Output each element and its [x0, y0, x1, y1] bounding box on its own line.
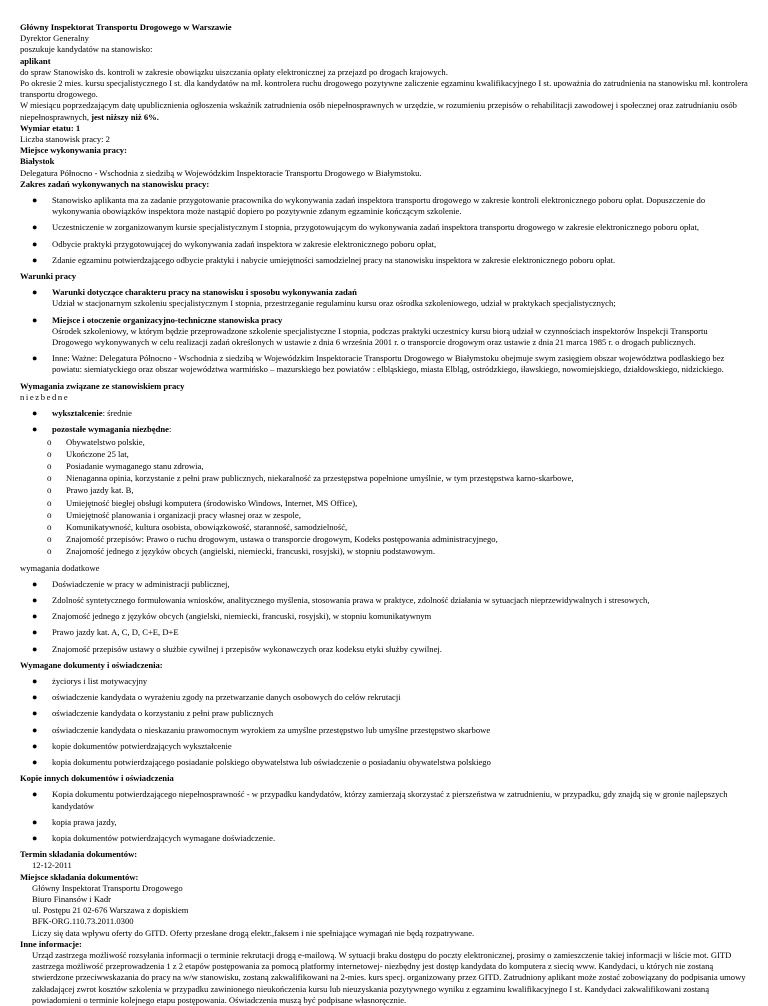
bullet-icon: ● [32, 789, 38, 800]
list-item [20, 437, 748, 448]
circle-bullet-icon: o [47, 509, 52, 520]
submission-line: Liczy się data wpływu oferty do GITD. Oferty przesłane drogą elektr.,faksem i nie spełniające wymagań nie będą rozpatrywane. [32, 927, 475, 938]
necessary-list [20, 408, 748, 557]
condition-title: Warunki dotyczące charakteru pracy na stanowisku i sposobu wykonywania zadań [52, 287, 357, 298]
requirement-text: Prawo jazdy kat. B, [66, 485, 134, 496]
list-item [20, 222, 748, 233]
list-item [20, 833, 748, 844]
bullet-icon: ● [32, 611, 38, 622]
tasks-heading: Zakres zadań wykonywanych na stanowisku pracy: [20, 178, 210, 189]
condition-text: Udział w stacjonarnym szkoleniu specjalistycznym I stopnia, przestrzeganie regulaminu kursu oraz ośrodka szkoleniowego, udział w praktykach specjalistycznych; [52, 298, 616, 309]
submission-line: BFK-ORG.110.73.2011.0300 [32, 916, 134, 927]
requirement-text: Prawo jazdy kat. A, C, D, C+E, D+E [52, 627, 179, 638]
bullet-icon: ● [32, 756, 38, 767]
list-item [20, 611, 748, 622]
list-item [20, 757, 748, 768]
conditions-heading: Warunki pracy [20, 271, 77, 282]
bullet-icon: ● [32, 594, 38, 605]
list-item [20, 534, 748, 545]
circle-bullet-icon: o [47, 534, 52, 545]
organization-name: Główny Inspektorat Transportu Drogowego w Warszawie [20, 22, 232, 32]
list-item [20, 741, 748, 752]
bullet-icon: ● [32, 627, 38, 638]
other-requirements-label: pozostałe wymagania niezbędne [52, 424, 169, 435]
list-item [20, 353, 748, 375]
condition-title: Miejsce i otoczenie organizacyjno-techniczne stanowiska pracy [52, 314, 283, 325]
other-documents-heading: Kopie innych dokumentów i oświadczenia [20, 773, 174, 784]
list-item [20, 522, 748, 533]
bullet-icon: ● [32, 287, 38, 298]
documents-heading: Wymagane dokumenty i oświadczenia: [20, 659, 163, 670]
document-text: oświadczenie kandydata o korzystaniu z pełni praw publicznych [52, 708, 274, 719]
submission-heading: Miejsce składania dokumentów: [20, 871, 139, 882]
additional-list [20, 579, 748, 655]
disability-text-bold: jest niższy niż 6%. [91, 111, 159, 122]
requirement-text: Posiadanie wymaganego stanu zdrowia, [66, 460, 204, 471]
condition-text: Inne: Ważne: Delegatura Północno - Wschodnia z siedzibą w Wojewódzkim Inspektoracie Transportu Drogowego w Białymstoku obejmuje swym zasięgiem obszar województwa podlaskiego bez powiatu: siemiatyckiego oraz obszar województwa warmińsko – mazurskiego bez powiatów : elbląskiego, miasta Elbląg, ostródzkiego, iławskiego, nowomiejskiego, działdowskiego, nidzickiego. [52, 353, 725, 375]
list-item [20, 498, 748, 509]
bullet-icon: ● [32, 424, 38, 435]
submission-address [20, 883, 748, 939]
requirement-text: Umiejętność biegłej obsługi komputera (środowisko Windows, Internet, MS Office), [66, 497, 358, 508]
task-text: Odbycie praktyki przygotowującej do wykonywania zadań inspektora w zakresie elektronicznego poboru opłat, [52, 238, 437, 249]
task-text: Stanowisko aplikanta ma za zadanie przygotowanie pracownika do wykonywania zadań inspektora transportu drogowego w zakresie kontroli elektronicznego poboru opłat. Dopuszczenie do wykonywania obowiązków inspektora może nastąpić dopiero po pozytywnie zdanym egzaminie kończącym szkolenie. [52, 195, 706, 217]
list-item [20, 473, 748, 484]
requirement-text: Ukończone 25 lat, [66, 448, 129, 459]
circle-bullet-icon: o [47, 485, 52, 496]
list-item [20, 408, 748, 419]
bullet-icon: ● [32, 832, 38, 843]
list-item [20, 255, 748, 266]
requirement-text: Znajomość jednego z języków obcych (angielski, niemiecki, francuski, rosyjski), w stopniu podstawowym. [66, 546, 435, 557]
condition-text: Ośrodek szkoleniowy, w którym będzie przeprowadzone szkolenie specjalistyczne I stopnia, podczas praktyki uczestnicy kursu biorą udział w czynnościach inspektorów Inspekcji Transportu Drogowego wykonywanych w celu realizacji zadań określonych w ustawie z dnia 6 września 2001 r. o transporcie drogowym oraz ustawie z dnia 21 marca 1985 r. o drogach publicznych. [52, 325, 708, 348]
other-documents-list [20, 789, 748, 844]
education-label: wykształcenie [52, 408, 103, 419]
city: Białystok [20, 156, 55, 167]
deadline-date: 12-12-2011 [32, 860, 72, 871]
other-requirements-colon: : [168, 424, 172, 435]
bullet-icon: ● [32, 254, 38, 265]
info-text: Urząd zastrzega możliwość rozsyłania informacji o terminie rekrutacji drogą e-mailową. W sytuacji braku dostępu do poczty elektronicznej, prosimy o zamieszczenie takiej informacji w liście mot. GITD zastrzega możliwość przeprowadzenia 1 z 2 etapów postępowania za pomocą platformy internetowej- niezbędny jest dostęp kandydata do komputera z sieciq www. Kandydaci, u których nie zostaną stwierdzone przeciwwskazania do pracy na w/w stanowisku, zostaną zakwalifikowani na 2-mies. kurs specj. organizowany przez GITD. Zatrudniony aplikant może zostać zobowiązany do podpisania umowy zakładającej zwrot kosztów szkolenia w przypadku zawinionego nieukończenia kursu lub nieuzyskania pozytywnego wyniku z egzaminu kwalifikacyjnego I st. Kandydaci zakwalifikowani zostaną powiadomieni o terminie kolejnego etapu postępowania. Oświadczenia muszą być podpisane własnoręcznie. [32, 950, 746, 1005]
circle-bullet-icon: o [47, 436, 52, 447]
bullet-icon: ● [32, 675, 38, 686]
workplace-heading: Miejsce wykonywania pracy: [20, 145, 127, 156]
disability-text [20, 100, 748, 122]
circle-bullet-icon: o [47, 521, 52, 532]
list-item [20, 461, 748, 472]
list-item [20, 627, 748, 638]
requirement-text: Obywatelstwo polskie, [66, 436, 145, 447]
additional-label: wymagania dodatkowe [20, 562, 100, 573]
list-item [20, 239, 748, 250]
info-heading: Inne informacje: [20, 938, 82, 949]
list-item [20, 644, 748, 655]
list-item [20, 676, 748, 687]
requirement-text: Umiejętność planowania i organizacji pracy własnej oraz w zespole, [66, 509, 301, 520]
document-text: kopia prawa jazdy, [52, 816, 117, 827]
submission-line: Główny Inspektorat Transportu Drogowego [32, 882, 183, 893]
circle-bullet-icon: o [47, 546, 52, 557]
document-text: Kopia dokumentu potwierdzającego niepełnosprawność - w przypadku kandydatów, którzy zamierzają skorzystać z pierszeństwa w zatrudnieniu, w przypadku, gdy znajdą się w gronie najlepszych kandydatów [52, 789, 728, 811]
position-name: aplikant [20, 55, 51, 66]
delegation: Delegatura Północno - Wschodnia z siedzibą w Wojewódzkim Inspektoracie Transportu Drogowego w Białymstoku. [20, 167, 422, 178]
requirements-heading: Wymagania związane ze stanowiskiem pracy [20, 380, 185, 391]
document-text: kopia dokumentów potwierdzających wymagane doświadczenie. [52, 832, 276, 843]
submission-line: ul. Postępu 21 02-676 Warszawa z dopiskiem [32, 905, 189, 916]
training-period-text: Po okresie 2 mies. kursu specjalistycznego I st. dla kandydatów na mł. kontrolera ruchu drogowego pozytywne zaliczenie egzaminu kwalifikacyjnego I st. upoważnia do zatrudnienia na stanowisku mł. kontrolera transportu drogowego. [20, 78, 748, 100]
list-item [20, 485, 748, 496]
list-item [20, 817, 748, 828]
bullet-icon: ● [32, 238, 38, 249]
list-item [20, 510, 748, 521]
circle-bullet-icon: o [47, 460, 52, 471]
positions-count: Liczba stanowisk pracy: 2 [20, 134, 110, 145]
circle-bullet-icon: o [47, 448, 52, 459]
list-item [20, 725, 748, 736]
bullet-icon: ● [32, 643, 38, 654]
requirement-text: Znajomość przepisów: Prawo o ruchu drogowym, ustawa o transporcie drogowym, Kodeks postępowania administracyjnego, [66, 534, 498, 545]
necessary-label: niezbedne [20, 391, 70, 402]
requirement-text: Doświadczenie w pracy w administracji publicznej, [52, 578, 230, 589]
bullet-icon: ● [32, 408, 38, 419]
bullet-icon: ● [32, 816, 38, 827]
document-text: oświadczenie kandydata o wyrażeniu zgody na przetwarzanie danych osobowych do celów rekrutacji [52, 692, 401, 703]
conditions-list [20, 287, 748, 375]
list-item [20, 595, 748, 606]
bullet-icon: ● [32, 708, 38, 719]
documents-list [20, 676, 748, 768]
list-item [20, 195, 748, 217]
tasks-list [20, 195, 748, 266]
list-item [20, 424, 748, 557]
list-item [20, 287, 748, 309]
requirement-text: Komunikatywność, kultura osobista, obowiązkowość, staranność, samodzielność, [66, 521, 348, 532]
list-item [20, 315, 748, 349]
requirement-text: Zdolność syntetycznego formułowania wniosków, analitycznego myślenia, stosowania prawa w praktyce, zdolność działania w sytuacjach nieprzewidywalnych i stresowych, [52, 594, 650, 605]
bullet-icon: ● [32, 692, 38, 703]
list-item [20, 546, 748, 557]
list-item [20, 449, 748, 460]
circle-bullet-icon: o [47, 497, 52, 508]
bullet-icon: ● [32, 353, 38, 364]
document-text: oświadczenie kandydata o nieskazaniu prawomocnym wyrokiem za umyślne przestępstwo lub umyślne przestępstwo skarbowe [52, 724, 491, 735]
list-item [20, 579, 748, 590]
other-requirements-list [20, 437, 748, 558]
disability-text-main: W miesiącu poprzedzającym datę upublicznienia ogłoszenia wskaźnik zatrudnienia osób niepełnosprawnych w urzędzie, w rozumieniu przepisów o rehabilitacji zawodowej i społecznej oraz zatrudnianiu osób niepełnosprawnych, [20, 100, 737, 122]
seeking-text: poszukuje kandydatów na stanowisko: [20, 44, 153, 55]
task-text: Zdanie egzaminu potwierdzającego odbycie praktyki i nabycie umiejętności samodzielnej pracy na stanowisku inspektora w zakresie elektronicznego poboru opłat. [52, 254, 616, 265]
position-description: do spraw Stanowisko ds. kontroli w zakresie obowiązku uiszczania opłaty elektronicznej za przejazd po drogach krajowych. [20, 66, 448, 77]
bullet-icon: ● [32, 740, 38, 751]
document-text: kopie dokumentów potwierdzających wykształcenie [52, 740, 232, 751]
bullet-icon: ● [32, 724, 38, 735]
director-title: Dyrektor Generalny [20, 33, 89, 44]
bullet-icon: ● [32, 195, 38, 206]
requirement-text: Nienaganna opinia, korzystanie z pełni praw publicznych, niekaralność za przestępstwa popełnione umyślnie, w tym przestępstwa karno-skarbowe, [66, 473, 574, 484]
task-text: Uczestniczenie w zorganizowanym kursie specjalistycznym I stopnia, przygotowującym do wykonywania zadań inspektora transportu drogowego w zakresie elektronicznego poboru opłat, [52, 222, 700, 233]
bullet-icon: ● [32, 578, 38, 589]
document-text: życiorys i list motywacyjny [52, 675, 148, 686]
list-item [20, 692, 748, 703]
requirement-text: Znajomość przepisów ustawy o służbie cywilnej i przepisów wykonawczych oraz kodeksu etyki służby cywilnej. [52, 643, 442, 654]
fte: Wymiar etatu: 1 [20, 122, 81, 133]
bullet-icon: ● [32, 314, 38, 325]
list-item [20, 789, 748, 811]
education-value: : średnie [102, 408, 132, 419]
circle-bullet-icon: o [47, 473, 52, 484]
list-item [20, 708, 748, 719]
document-text: kopia dokumentu potwierdzającego posiadanie polskiego obywatelstwa lub oświadczenie o posiadaniu obywatelstwa polskiego [52, 756, 491, 767]
deadline-heading: Termin składania dokumentów: [20, 849, 138, 860]
requirement-text: Znajomość jednego z języków obcych (angielski, niemiecki, francuski, rosyjski), w stopniu komunikatywnym [52, 611, 432, 622]
bullet-icon: ● [32, 222, 38, 233]
submission-line: Biuro Finansów i Kadr [32, 894, 112, 904]
